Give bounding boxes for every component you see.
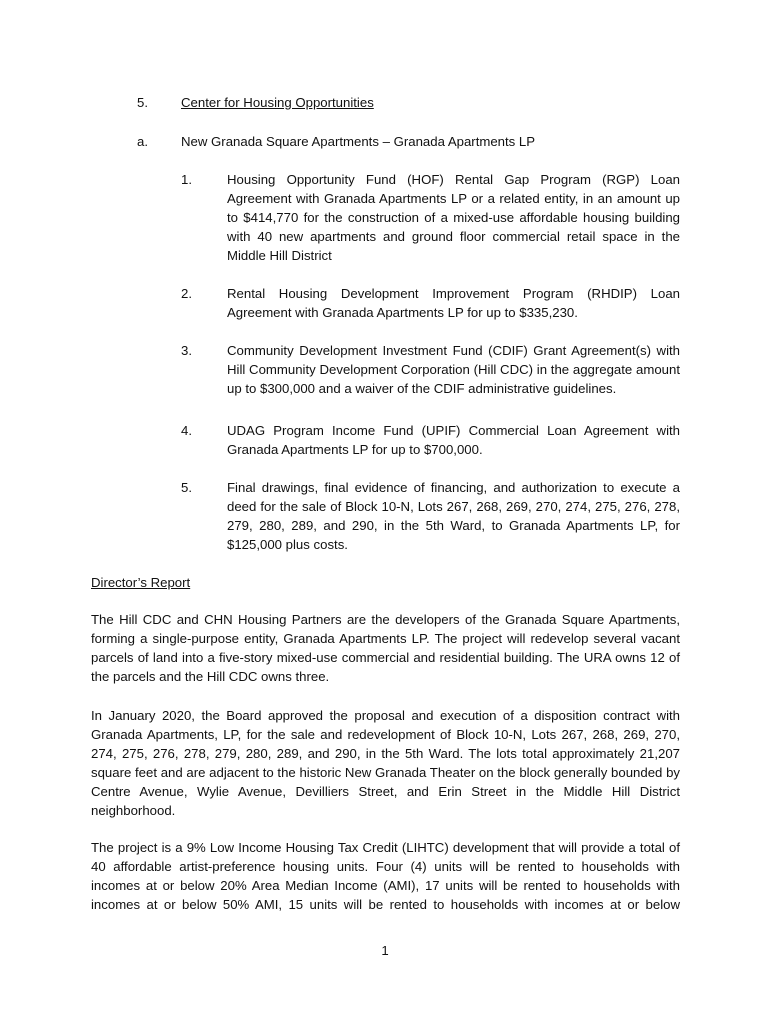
- section-number: 5.: [137, 95, 148, 110]
- report-paragraph-2: In January 2020, the Board approved the proposal and execution of a disposition contract with Granada Apartments, LP, for the sale and redevelopment of Block 10-N, Lots 267, 268, 269, 270, 274, 275, 276, 278, 279, 280, 289, and 290, in the 5th Ward. The lots total approximately 21,207 square feet and are adjacent to the historic New Granada Theater on the block generally bounded by Centre Avenue, Wylie Avenue, Devilliers Street, and Erin Street in the Middle Hill District neighborhood.: [91, 708, 680, 818]
- directors-report-heading: Director’s Report: [91, 575, 191, 590]
- item-5-text: Final drawings, final evidence of financing, and authorization to execute a deed for the sale of Block 10-N, Lots 267, 268, 269, 270, 274, 275, 276, 278, 279, 280, 289, and 290, in the 5th Ward, to Granada Apartments LP, for $125,000 plus costs.: [227, 480, 680, 552]
- page-number: 1: [381, 943, 389, 958]
- section-title: Center for Housing Opportunities: [181, 95, 374, 110]
- item-1-text: Housing Opportunity Fund (HOF) Rental Gap Program (RGP) Loan Agreement with Granada Apartments LP or a related entity, in an amount up to $414,770 for the construction of a mixed-use affordable housing building with 40 new apartments and ground floor commercial retail space in the Middle Hill District: [227, 172, 680, 263]
- item-5-number: 5.: [181, 480, 192, 495]
- item-4-text: UDAG Program Income Fund (UPIF) Commercial Loan Agreement with Granada Apartments LP for up to $700,000.: [227, 423, 680, 457]
- item-2-text: Rental Housing Development Improvement Program (RHDIP) Loan Agreement with Granada Apartments LP for up to $335,230.: [227, 286, 680, 320]
- item-3-number: 3.: [181, 343, 192, 358]
- report-paragraph-1: The Hill CDC and CHN Housing Partners are the developers of the Granada Square Apartments, forming a single-purpose entity, Granada Apartments LP. The project will redevelop several vacant parcels of land into a five-story mixed-use commercial and residential building. The URA owns 12 of the parcels and the Hill CDC owns three.: [91, 612, 680, 684]
- subsection-title: New Granada Square Apartments – Granada Apartments LP: [181, 134, 536, 149]
- item-1-number: 1.: [181, 172, 192, 187]
- report-paragraph-3: The project is a 9% Low Income Housing Tax Credit (LIHTC) development that will provide a total of 40 affordable artist-preference housing units. Four (4) units will be rented to households with incomes at or below 20% Area Median Income (AMI), 17 units will be rented to households with incomes at or below 50% AMI, 15 units will be rented to households with incomes at or below: [91, 840, 680, 912]
- item-2-number: 2.: [181, 286, 192, 301]
- subsection-letter: a.: [137, 134, 148, 149]
- item-3-text: Community Development Investment Fund (CDIF) Grant Agreement(s) with Hill Community Development Corporation (Hill CDC) in the aggregate amount up to $300,000 and a waiver of the CDIF administrative guidelines.: [227, 343, 680, 396]
- item-4-number: 4.: [181, 423, 192, 438]
